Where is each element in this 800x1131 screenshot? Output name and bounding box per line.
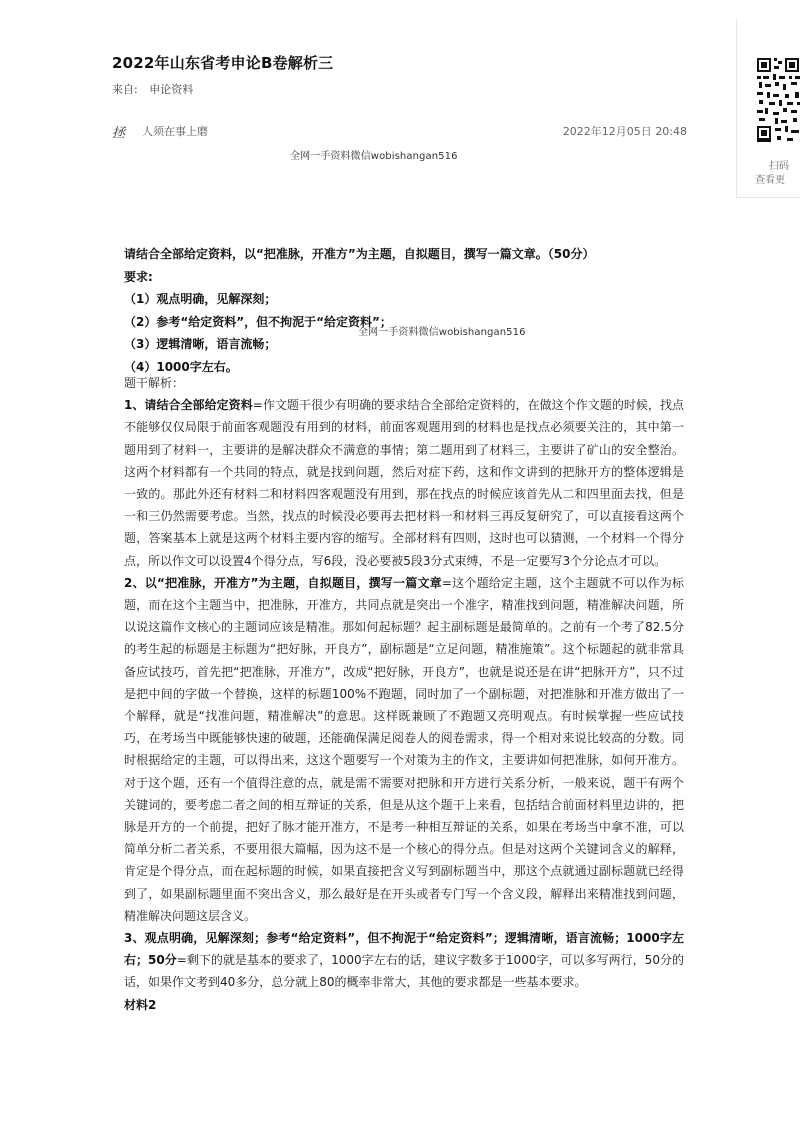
watermark-text: 全网一手资料微信wobishangan516 [290,151,458,162]
qr-code-icon[interactable] [755,36,800,144]
author-name[interactable]: 人须在事上磨 [142,125,208,138]
qr-side-panel [736,18,800,198]
article-title: 2022年山东省考申论B卷解析三 [112,54,334,72]
requirement-item: （3）逻辑清晰，语言流畅； [124,337,277,351]
qr-caption: 扫码 查看更 [755,161,789,186]
analysis-block [124,372,684,1016]
analysis-heading: 题干解析： [124,376,185,390]
article-meta [112,122,687,140]
analysis-point-title: 1、请结合全部给定资料 [124,398,253,413]
question-prompt: 请结合全部给定资料，以“把准脉，开准方”为主题，自拟题目，撰写一篇文章。（50分） [124,247,595,261]
material-label: 材料2 [124,997,157,1012]
analysis-paragraph [124,572,684,927]
requirement-item: （4）1000字左右。 [124,359,238,374]
analysis-paragraph [124,394,684,572]
analysis-point-title: 3、观点明确，见解深刻；参考“给定资料”，但不拘泥于“给定资料”；逻辑清晰，语言流畅；1000字左右；50分 [124,931,684,968]
analysis-paragraph [124,927,684,994]
publish-date: 2022年12月05日 20:48 [562,125,687,138]
article-source [112,81,193,97]
watermark-text: 全网一手资料微信wobishangan516 [358,327,526,338]
analysis-point-text: =剩下的就是基本的要求了，1000字左右的话，建议字数多于1000字，可以多写两行，50分的话，如果作文考到40多分，总分就上80的概率非常大，其他的要求都是一些基本要求。 [124,953,684,990]
question-block [124,243,684,378]
source-label: 来自: [112,83,138,96]
requirement-item: （1）观点明确，见解深刻； [124,292,277,306]
requirement-item: （2）参考“给定资料”，但不拘泥于“给定资料”； [124,314,392,329]
analysis-point-title: 2、以“把准脉，开准方”为主题，自拟题目，撰写一篇文章 [124,575,442,590]
analysis-point-text: =这个题给定主题，这个主题就不可以作为标题，而在这个主题当中，把准脉，开准方，共同点就是突出一个准字，精准找到问题，精准解决问题，所以说这篇作文核心的主题词应该是精准。那如何起标题？起主副标题是最简单的。之前有一个考了82.5分的考生起的标题是主标题为“把好脉，开良方”，副标题是“立足问题，精准施策”。这个标题起的就非常具备应试技巧，首先把“把准脉，开准方”，改成“把好脉，开良方”，也就是说还是在讲“把脉开方”，只不过是把中间的字做一个替换，这样的标题100%不跑题，同时加了一个副标题，对把准脉和开准方做出了一个解释，就是“找准问题，精准解决”的意思。这样既兼顾了不跑题又亮明观点。有时候掌握一些应试技巧，在考场当中既能够快速的破题，还能确保满足阅卷人的阅卷需求，得一个相对来说比较高的分数。同时根据给定的主题，可以得出来，这这个题要写一个对策为主的作文，主要讲如何把准脉，如何开准方。对于这个题，还有一个值得注意的点，就是需不需要对把脉和开方进行关系分析，一般来说，题干有两个关键词的，要考虑二者之间的相互辩证的关系，但是从这个题干上来看，包括结合前面材料里边讲的，把脉是开方的一个前提，把好了脉才能开准方，不是考一种相互辩证的关系，如果在考场当中拿不准，可以简单分析二者关系，不要用很大篇幅，因为这不是一个核心的得分点。但是对这两个关键词含义的解释，肯定是个得分点，而在起标题的时候，如果直接把含义写到副标题当中，那这个点就通过副标题就已经得到了，如果副标题里面不突出含义，那么最好是在开头或者专门写一个含义段，解释出来精准找到问题，精准解决问题这层含义。 [124,575,684,923]
source-link[interactable]: 申论资料 [149,83,194,96]
analysis-point-text: =作文题干很少有明确的要求结合全部给定资料的，在做这个作文题的时候，找点不能够仅仅局限于前面客观题没有用到的材料，前面客观题用到的材料也是找点必须要关注的，其中第一题用到了材料一，主要讲的是解决群众不满意的事情；第二题用到了材料三，主要讲了矿山的安全整治。这两个材料都有一个共同的特点，就是找到问题，然后对症下药，这和作文讲到的把脉开方的整体逻辑是一致的。那此外还有材料二和材料四客观题没有用到，那在找点的时候应该首先从二和四里面去找，但是一和三仍然需要考虑。当然，找点的时候没必要再去把材料一和材料三再反复研究了，可以直接看这两个题，答案基本上就是这两个材料主要内容的缩写。全部材料有四则，这时也可以猜测，一个材料一个得分点，所以作文可以设置4个得分点，写6段，没必要被5段3分式束缚，不是一定要写3个分论点才可以。 [124,398,684,568]
requirement-label: 要求: [124,269,153,284]
author-avatar-icon[interactable]: 拯 [112,126,126,141]
